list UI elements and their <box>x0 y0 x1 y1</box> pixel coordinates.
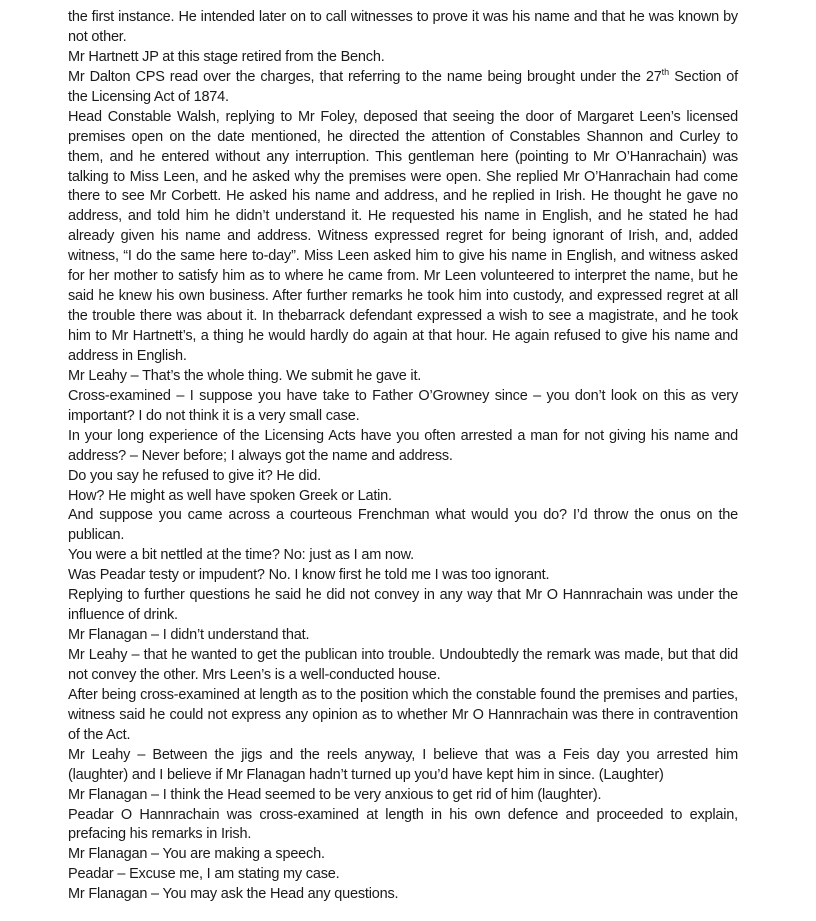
paragraph <box>68 427 738 467</box>
paragraph <box>68 865 738 885</box>
text-run: Mr Leahy – Between the jigs and the reels anyway, I believe that was a Feis day you arrested him (laughter) and I believe if Mr Flanagan hadn’t turned up you’d have kept him in since. (Laughter) <box>68 746 738 783</box>
paragraph <box>68 626 738 646</box>
text-run: Mr Hartnett JP at this stage retired from the Bench. <box>68 48 385 65</box>
paragraph <box>68 108 738 367</box>
text-run: And suppose you came across a courteous Frenchman what would you do? I’d throw the onus on the publican. <box>68 507 738 544</box>
text-run: Head Constable Walsh, replying to Mr Foley, deposed that seeing the door of Margaret Leen’s licensed premises open on the date mentioned, he directed the attention of Constables Shannon and Curley to them, and he entered without any interruption. This gentleman here (pointing to Mr O’Hanrachain) was talking to Miss Leen, and he asked why the premises were open. She replied Mr O’Hanrachain had come there to see Mr Corbett. He asked his name and address, and he replied in Irish. He thought he gave no address, and told him he didn’t understand it. He requested his name in English, and he stated he had already given his name and address. Witness expressed regret for being ignorant of Irish, and, added witness, “I do the same here to-day”. Miss Leen asked him to give his name in English, and witness asked for her mother to satisfy him as to where he came from. Mr Leen volunteered to interpret the name, but he said he knew his own business. After further remarks he took him into custody, and expressed regret at all the trouble there was about it. In thebarrack defendant expressed a wish to see a magistrate, and he took him to Mr Hartnett’s, a thing he would hardly do again at that hour. He again refused to give his name and address in English. <box>68 108 738 364</box>
text-run: Replying to further questions he said he did not convey in any way that Mr O Hannrachain was under the influence of drink. <box>68 587 738 624</box>
text-run: In your long experience of the Licensing Acts have you often arrested a man for not giving his name and address? – Never before; I always got the name and address. <box>68 427 738 464</box>
paragraph <box>68 48 738 68</box>
text-run: How? He might as well have spoken Greek or Latin. <box>68 487 392 504</box>
paragraph <box>68 487 738 507</box>
paragraph <box>68 68 738 108</box>
paragraph <box>68 786 738 806</box>
text-run: Section of the Licensing Act of 1874. <box>68 68 738 105</box>
text-run: Mr Flanagan – I didn’t understand that. <box>68 627 310 644</box>
paragraph <box>68 845 738 865</box>
paragraph <box>68 367 738 387</box>
text-run: You were a bit nettled at the time? No: just as I am now. <box>68 547 414 564</box>
text-run: After being cross-examined at length as to the position which the constable found the premises and parties, witness said he could not express any opinion as to whether Mr O Hannrachain was there in contravention of the Act. <box>68 686 738 743</box>
text-run: Mr Flanagan – I think the Head seemed to be very anxious to get rid of him (laughter). <box>68 786 602 803</box>
paragraph <box>68 566 738 586</box>
text-run: Mr Flanagan – You may ask the Head any questions. <box>68 886 399 903</box>
text-run: Do you say he refused to give it? He did. <box>68 467 321 484</box>
text-run: Mr Leahy – That’s the whole thing. We submit he gave it. <box>68 367 422 384</box>
paragraph <box>68 546 738 566</box>
paragraph <box>68 467 738 487</box>
paragraph <box>68 746 738 786</box>
text-run: Mr Flanagan – You are making a speech. <box>68 846 325 863</box>
paragraph <box>68 885 738 905</box>
superscript-text: th <box>661 66 670 77</box>
text-run: Cross-examined – I suppose you have take to Father O’Growney since – you don’t look on this as very important? I do not think it is a very small case. <box>68 387 738 424</box>
paragraph <box>68 387 738 427</box>
paragraph <box>68 586 738 626</box>
paragraph <box>68 646 738 686</box>
text-run: Mr Dalton CPS read over the charges, that referring to the name being brought under the 27 <box>68 68 662 85</box>
paragraph <box>68 806 738 846</box>
text-run: Peadar – Excuse me, I am stating my case. <box>68 866 340 883</box>
paragraph <box>68 686 738 746</box>
text-run: Mr Leahy – that he wanted to get the publican into trouble. Undoubtedly the remark was made, but that did not convey the other. Mrs Leen’s is a well-conducted house. <box>68 647 738 683</box>
paragraph <box>68 506 738 546</box>
paragraph <box>68 8 738 48</box>
text-run: Peadar O Hannrachain was cross-examined at length in his own defence and proceeded to explain, prefacing his remarks in Irish. <box>68 806 738 843</box>
document-body <box>68 8 738 905</box>
text-run: the first instance. He intended later on to call witnesses to prove it was his name and that he was known by not other. <box>68 9 738 45</box>
text-run: Was Peadar testy or impudent? No. I know first he told me I was too ignorant. <box>68 567 550 584</box>
